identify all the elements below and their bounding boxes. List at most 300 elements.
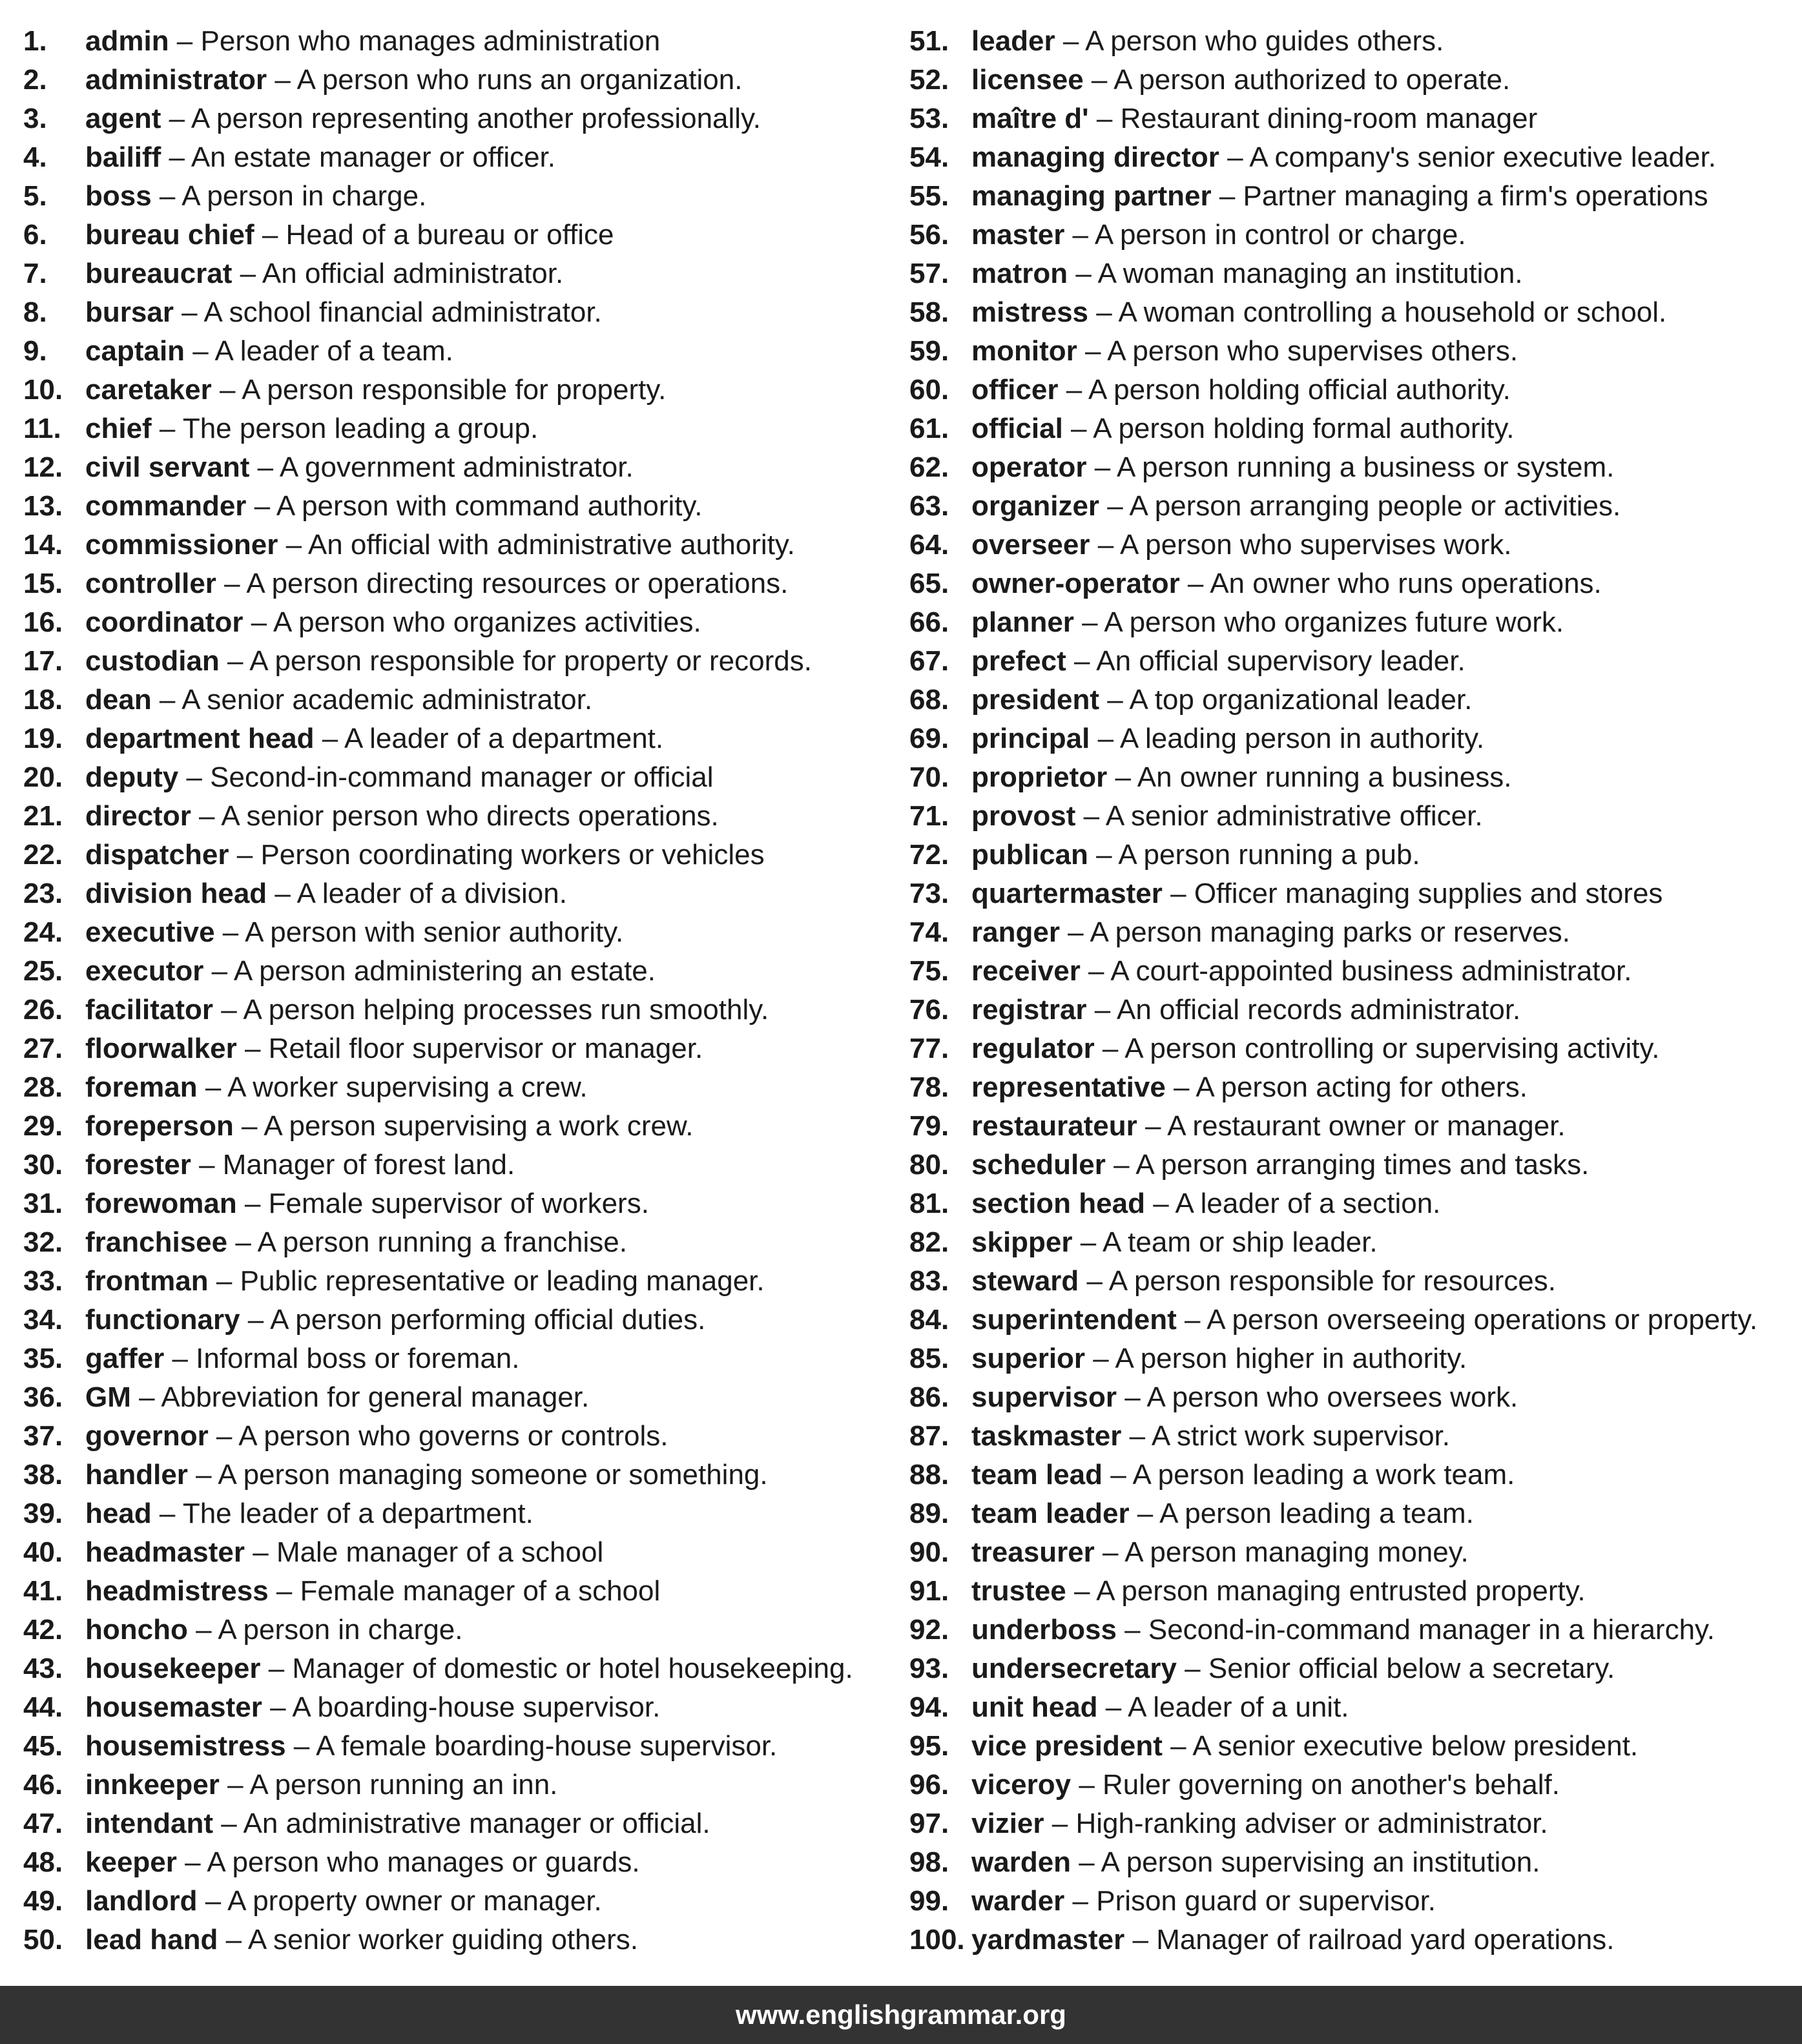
entry-separator: – — [151, 413, 183, 444]
list-item — [909, 1107, 1794, 1146]
entry-definition: Second-in-command manager in a hierarchy. — [1148, 1614, 1715, 1646]
list-item — [23, 448, 889, 487]
entry-number: 26. — [23, 994, 63, 1026]
entry-number: 56. — [909, 219, 949, 251]
list-item — [909, 797, 1794, 836]
entry-number: 62. — [909, 451, 949, 483]
entry-term: warder — [971, 1885, 1065, 1917]
entry-definition: A government administrator. — [279, 451, 634, 483]
list-item — [23, 603, 889, 642]
entry-definition: A strict work supervisor. — [1151, 1420, 1451, 1452]
list-item — [23, 564, 889, 603]
entry-definition: A restaurant owner or manager. — [1167, 1110, 1566, 1142]
entry-separator: – — [1071, 1846, 1101, 1878]
list-item — [909, 1804, 1794, 1843]
entry-term: agent — [85, 103, 161, 134]
entry-number: 78. — [909, 1071, 949, 1103]
entry-number: 8. — [23, 296, 47, 328]
entry-number: 23. — [23, 878, 63, 909]
footer-website[interactable]: www.englishgrammar.org — [736, 1999, 1066, 2030]
entry-separator: – — [1058, 374, 1088, 406]
entry-term: executor — [85, 955, 204, 987]
entry-definition: A person in charge. — [218, 1614, 463, 1646]
entry-term: vice president — [971, 1730, 1163, 1762]
list-item — [909, 719, 1794, 758]
entry-term: yardmaster — [971, 1924, 1125, 1956]
entry-number: 64. — [909, 529, 949, 561]
list-item — [909, 836, 1794, 874]
entry-definition: A female boarding-house supervisor. — [316, 1730, 778, 1762]
entry-term: keeper — [85, 1846, 177, 1878]
entry-definition: A person managing parks or reserves. — [1090, 916, 1570, 948]
entry-separator: – — [1116, 1614, 1148, 1646]
list-item — [909, 1611, 1794, 1649]
entry-number: 68. — [909, 684, 949, 716]
entry-definition: An owner who runs operations. — [1210, 568, 1602, 599]
entry-term: commissioner — [85, 529, 278, 561]
entry-definition: A person who organizes future work. — [1104, 606, 1564, 638]
list-item — [23, 1882, 889, 1921]
entry-definition: A person supervising an institution. — [1101, 1846, 1540, 1878]
entry-separator: – — [262, 1691, 293, 1723]
list-item — [23, 409, 889, 448]
entry-definition: An official records administrator. — [1117, 994, 1521, 1026]
entry-separator: – — [1066, 1575, 1097, 1607]
entry-number: 44. — [23, 1691, 63, 1723]
entry-term: commander — [85, 490, 247, 522]
entry-separator: – — [178, 761, 211, 793]
entry-term: deputy — [85, 761, 179, 793]
entry-term: division head — [85, 878, 267, 909]
list-item — [909, 448, 1794, 487]
entry-definition: A person administering an estate. — [233, 955, 656, 987]
list-item — [909, 216, 1794, 254]
entry-definition: Manager of railroad yard operations. — [1156, 1924, 1615, 1956]
entry-definition: The leader of a department. — [182, 1498, 533, 1529]
entry-number: 35. — [23, 1343, 63, 1374]
entry-number: 61. — [909, 413, 949, 444]
list-item — [909, 1727, 1794, 1766]
entry-separator: – — [176, 1846, 207, 1878]
entry-definition: Manager of forest land. — [222, 1149, 515, 1181]
entry-separator: – — [1066, 645, 1097, 677]
entry-separator: – — [229, 839, 261, 871]
entry-term: admin — [85, 25, 169, 57]
entry-separator: – — [1072, 1226, 1103, 1258]
entry-term: superintendent — [971, 1304, 1177, 1336]
entry-separator: – — [268, 1575, 300, 1607]
entry-definition: A person who runs an organization. — [296, 64, 743, 96]
entry-number: 85. — [909, 1343, 949, 1374]
entry-term: housekeeper — [85, 1653, 261, 1684]
entry-term: housemistress — [85, 1730, 286, 1762]
entry-separator: – — [1124, 1924, 1157, 1956]
entry-term: restaurateur — [971, 1110, 1137, 1142]
entry-number: 3. — [23, 103, 47, 134]
list-item — [909, 1029, 1794, 1068]
entry-term: director — [85, 800, 191, 832]
entry-definition: A person running a business or system. — [1116, 451, 1615, 483]
entry-separator: – — [245, 1536, 276, 1568]
entry-definition: A person responsible for property. — [242, 374, 667, 406]
entry-number: 42. — [23, 1614, 63, 1646]
entry-definition: A senior worker guiding others. — [247, 1924, 638, 1956]
entry-definition: A person helping processes run smoothly. — [243, 994, 769, 1026]
entry-definition: A property owner or manager. — [227, 1885, 602, 1917]
entry-definition: A boarding-house supervisor. — [292, 1691, 661, 1723]
entry-term: section head — [971, 1188, 1145, 1219]
entry-number: 95. — [909, 1730, 949, 1762]
list-item — [23, 1572, 889, 1611]
entry-term: coordinator — [85, 606, 243, 638]
entry-number: 38. — [23, 1459, 63, 1491]
entry-number: 14. — [23, 529, 63, 561]
entry-number: 36. — [23, 1381, 63, 1413]
entry-term: matron — [971, 258, 1068, 289]
list-item — [23, 216, 889, 254]
entry-separator: – — [1079, 1265, 1109, 1297]
entry-definition: A leading person in authority. — [1119, 723, 1485, 754]
list-item — [23, 371, 889, 409]
entry-definition: Public representative or leading manager. — [240, 1265, 765, 1297]
entry-separator: – — [1088, 839, 1119, 871]
entry-separator: – — [185, 335, 215, 367]
entry-number: 77. — [909, 1033, 949, 1064]
list-item — [909, 1301, 1794, 1339]
entry-term: caretaker — [85, 374, 212, 406]
entry-number: 98. — [909, 1846, 949, 1878]
entry-term: steward — [971, 1265, 1079, 1297]
entry-definition: A senior person who directs operations. — [221, 800, 719, 832]
entry-number: 43. — [23, 1653, 63, 1684]
list-item — [23, 952, 889, 991]
entry-definition: A person who supervises others. — [1107, 335, 1518, 367]
entry-definition: A leader of a section. — [1175, 1188, 1441, 1219]
entry-number: 66. — [909, 606, 949, 638]
entry-number: 39. — [23, 1498, 63, 1529]
list-item — [909, 564, 1794, 603]
entry-term: foreman — [85, 1071, 198, 1103]
entry-number: 48. — [23, 1846, 63, 1878]
entry-separator: – — [1137, 1110, 1168, 1142]
entry-separator: – — [151, 1498, 183, 1529]
entry-term: leader — [971, 25, 1055, 57]
entry-definition: A team or ship leader. — [1103, 1226, 1378, 1258]
entry-separator: – — [1162, 878, 1194, 909]
entry-separator: – — [246, 490, 276, 522]
entry-definition: A person in control or charge. — [1094, 219, 1466, 251]
entry-separator: – — [1144, 1188, 1175, 1219]
entry-number: 30. — [23, 1149, 63, 1181]
entry-definition: A person arranging times and tasks. — [1135, 1149, 1590, 1181]
entry-number: 58. — [909, 296, 949, 328]
entry-separator: – — [233, 1110, 264, 1142]
list-item — [909, 1146, 1794, 1184]
entry-separator: – — [1097, 1691, 1128, 1723]
entry-separator: – — [1121, 1420, 1152, 1452]
entry-number: 73. — [909, 878, 949, 909]
entry-term: principal — [971, 723, 1090, 754]
entry-term: underboss — [971, 1614, 1117, 1646]
entry-term: housemaster — [85, 1691, 262, 1723]
entry-number: 59. — [909, 335, 949, 367]
entry-term: representative — [971, 1071, 1166, 1103]
entry-separator: – — [1088, 296, 1119, 328]
entry-separator: – — [219, 1769, 250, 1801]
entry-separator: – — [1064, 219, 1095, 251]
list-item — [23, 1184, 889, 1223]
entry-number: 4. — [23, 141, 47, 173]
entry-number: 20. — [23, 761, 63, 793]
entry-definition: Abbreviation for general manager. — [161, 1381, 590, 1413]
list-item — [909, 1882, 1794, 1921]
entry-separator: – — [187, 1614, 218, 1646]
entry-separator: – — [1085, 1343, 1115, 1374]
entry-number: 81. — [909, 1188, 949, 1219]
entry-term: captain — [85, 335, 185, 367]
entry-number: 34. — [23, 1304, 63, 1336]
entry-definition: A person who manages or guards. — [207, 1846, 640, 1878]
entry-term: quartermaster — [971, 878, 1163, 909]
entry-term: mistress — [971, 296, 1089, 328]
entry-number: 90. — [909, 1536, 949, 1568]
list-item — [909, 1417, 1794, 1456]
entry-term: viceroy — [971, 1769, 1072, 1801]
entry-definition: A person overseeing operations or property. — [1207, 1304, 1758, 1336]
entry-term: team lead — [971, 1459, 1103, 1491]
entry-number: 11. — [23, 413, 61, 444]
entry-term: operator — [971, 451, 1087, 483]
entry-term: owner-operator — [971, 568, 1180, 599]
entry-number: 71. — [909, 800, 949, 832]
list-item — [909, 371, 1794, 409]
entry-definition: A leader of a unit. — [1128, 1691, 1349, 1723]
entry-separator: – — [203, 955, 234, 987]
entry-separator: – — [1107, 761, 1137, 793]
entry-term: trustee — [971, 1575, 1066, 1607]
list-item — [909, 1649, 1794, 1688]
entry-definition: A person managing money. — [1124, 1536, 1469, 1568]
entry-number: 21. — [23, 800, 63, 832]
list-item — [23, 22, 889, 61]
entry-separator: – — [1083, 64, 1114, 96]
entry-term: superior — [971, 1343, 1086, 1374]
entry-separator: – — [191, 1149, 223, 1181]
entry-separator: – — [1064, 1885, 1097, 1917]
entry-term: publican — [971, 839, 1088, 871]
entry-definition: Senior official below a secretary. — [1208, 1653, 1615, 1684]
entry-separator: – — [1044, 1808, 1076, 1839]
entry-number: 7. — [23, 258, 47, 289]
entry-term: scheduler — [971, 1149, 1106, 1181]
entry-number: 15. — [23, 568, 63, 599]
entry-number: 18. — [23, 684, 63, 716]
entry-separator: – — [254, 219, 286, 251]
list-item — [23, 1339, 889, 1378]
entry-term: provost — [971, 800, 1076, 832]
entry-definition: A person with command authority. — [276, 490, 703, 522]
list-item — [23, 874, 889, 913]
entry-term: supervisor — [971, 1381, 1117, 1413]
entry-separator: – — [1055, 25, 1086, 57]
entry-definition: Restaurant dining-room manager — [1120, 103, 1538, 134]
entry-term: official — [971, 413, 1063, 444]
list-item — [23, 138, 889, 177]
entry-definition: An administrative manager or official. — [243, 1808, 710, 1839]
entry-definition: A person managing someone or something. — [218, 1459, 768, 1491]
entry-term: registrar — [971, 994, 1087, 1026]
list-item — [909, 1262, 1794, 1301]
entry-separator: – — [1077, 335, 1108, 367]
list-item — [23, 1921, 889, 1959]
entry-number: 53. — [909, 103, 949, 134]
entry-definition: A person leading a team. — [1159, 1498, 1474, 1529]
entry-term: skipper — [971, 1226, 1073, 1258]
entry-separator: – — [236, 1033, 269, 1064]
entry-term: bureau chief — [85, 219, 254, 251]
entry-term: vizier — [971, 1808, 1044, 1839]
list-item — [909, 254, 1794, 293]
list-item — [909, 1533, 1794, 1572]
entry-term: head — [85, 1498, 152, 1529]
entry-term: officer — [971, 374, 1059, 406]
entry-separator: – — [278, 529, 308, 561]
entry-number: 65. — [909, 568, 949, 599]
entry-definition: Male manager of a school — [276, 1536, 604, 1568]
entry-definition: A person responsible for resources. — [1108, 1265, 1556, 1297]
entry-separator: – — [1176, 1653, 1208, 1684]
entry-number: 31. — [23, 1188, 63, 1219]
list-item — [909, 1378, 1794, 1417]
list-item — [909, 487, 1794, 526]
entry-separator: – — [1088, 103, 1121, 134]
entry-definition: A worker supervising a crew. — [227, 1071, 588, 1103]
list-item — [23, 1533, 889, 1572]
entry-number: 10. — [23, 374, 63, 406]
list-item — [909, 99, 1794, 138]
entry-term: proprietor — [971, 761, 1108, 793]
entry-number: 67. — [909, 645, 949, 677]
entry-number: 50. — [23, 1924, 63, 1956]
entry-term: ranger — [971, 916, 1060, 948]
entry-separator: – — [208, 1265, 240, 1297]
list-item — [23, 293, 889, 332]
entry-term: chief — [85, 413, 152, 444]
entry-separator: – — [214, 916, 245, 948]
list-item — [23, 913, 889, 952]
entry-number: 100. — [909, 1924, 965, 1956]
entry-separator: – — [164, 1343, 196, 1374]
entry-number: 37. — [23, 1420, 63, 1452]
entry-definition: Ruler governing on another's behalf. — [1103, 1769, 1560, 1801]
entry-separator: – — [1179, 568, 1210, 599]
list-item — [909, 681, 1794, 719]
entry-definition: A person with senior authority. — [245, 916, 624, 948]
entry-term: gaffer — [85, 1343, 165, 1374]
list-item — [909, 758, 1794, 797]
entry-separator: – — [151, 180, 182, 212]
list-item — [23, 797, 889, 836]
list-item — [909, 1456, 1794, 1494]
entry-term: landlord — [85, 1885, 198, 1917]
entry-definition: A person who oversees work. — [1146, 1381, 1518, 1413]
entry-number: 47. — [23, 1808, 63, 1839]
list-item — [909, 177, 1794, 216]
entry-definition: A person leading a work team. — [1132, 1459, 1515, 1491]
entry-definition: A person running an inn. — [249, 1769, 558, 1801]
list-item — [909, 61, 1794, 99]
entry-separator: – — [197, 1071, 228, 1103]
entry-term: warden — [971, 1846, 1072, 1878]
entry-term: forewoman — [85, 1188, 237, 1219]
list-item — [909, 1068, 1794, 1107]
entry-separator: – — [211, 374, 242, 406]
entry-separator: – — [208, 1420, 239, 1452]
entry-number: 2. — [23, 64, 47, 96]
entry-term: innkeeper — [85, 1769, 220, 1801]
entry-term: floorwalker — [85, 1033, 237, 1064]
entry-definition: Officer managing supplies and stores — [1194, 878, 1663, 909]
list-item — [23, 1223, 889, 1262]
entry-definition: A person authorized to operate. — [1113, 64, 1511, 96]
entry-term: foreperson — [85, 1110, 234, 1142]
entry-separator: – — [219, 645, 250, 677]
entry-number: 76. — [909, 994, 949, 1026]
entry-separator: – — [216, 568, 247, 599]
entry-definition: Person who manages administration — [200, 25, 661, 57]
entry-separator: – — [1099, 490, 1130, 522]
entry-number: 74. — [909, 916, 949, 948]
entry-definition: A person directing resources or operations. — [246, 568, 789, 599]
entry-separator: – — [1176, 1304, 1207, 1336]
entry-definition: Manager of domestic or hotel housekeeping. — [292, 1653, 853, 1684]
entry-separator: – — [1086, 994, 1117, 1026]
entry-number: 24. — [23, 916, 63, 948]
list-item — [909, 138, 1794, 177]
entry-definition: Head of a bureau or office — [285, 219, 614, 251]
entry-term: regulator — [971, 1033, 1095, 1064]
entry-definition: Second-in-command manager or official — [210, 761, 714, 793]
list-item — [909, 526, 1794, 564]
list-item — [23, 1727, 889, 1766]
entry-definition: A person holding official authority. — [1088, 374, 1511, 406]
entry-separator: – — [213, 994, 243, 1026]
list-item — [909, 874, 1794, 913]
entry-separator: – — [151, 684, 182, 716]
footer-bar — [0, 1986, 1802, 2044]
list-item — [909, 991, 1794, 1029]
list-item — [23, 1649, 889, 1688]
entry-definition: A senior academic administrator. — [181, 684, 593, 716]
entry-separator: – — [161, 103, 191, 134]
list-item — [23, 254, 889, 293]
entry-separator: – — [1116, 1381, 1147, 1413]
entry-term: organizer — [971, 490, 1100, 522]
entry-number: 86. — [909, 1381, 949, 1413]
entry-number: 32. — [23, 1226, 63, 1258]
entry-term: team leader — [971, 1498, 1130, 1529]
entry-separator: – — [240, 1304, 271, 1336]
list-item — [23, 487, 889, 526]
entry-definition: A top organizational leader. — [1129, 684, 1473, 716]
entry-definition: A person running a franchise. — [257, 1226, 627, 1258]
entry-number: 72. — [909, 839, 949, 871]
entry-definition: An official with administrative authority. — [307, 529, 795, 561]
entry-definition: A person arranging people or activities. — [1129, 490, 1621, 522]
entry-number: 84. — [909, 1304, 949, 1336]
entry-term: administrator — [85, 64, 267, 96]
entry-separator: – — [267, 64, 297, 96]
